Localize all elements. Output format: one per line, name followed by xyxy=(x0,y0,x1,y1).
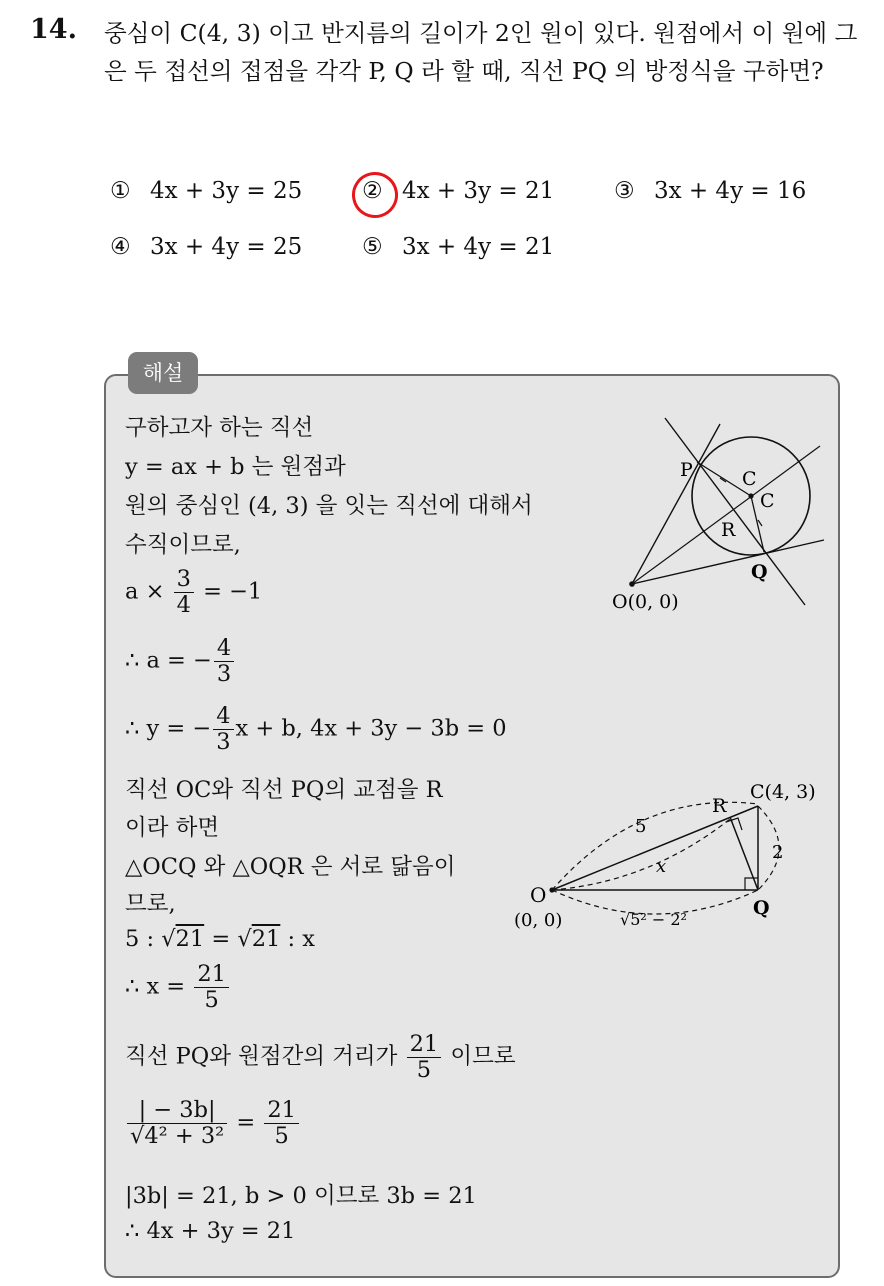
tangent-circle-figure xyxy=(600,410,840,620)
denominator: √4² + 3² xyxy=(127,1123,227,1149)
denominator: 3 xyxy=(213,729,233,755)
similar-triangles-figure xyxy=(500,770,840,940)
label-r: R xyxy=(721,519,736,541)
fraction-21-5 xyxy=(264,1098,299,1149)
tangent-line-op xyxy=(632,424,720,584)
numerator: 4 xyxy=(216,635,232,661)
solution-line-1: 구하고자 하는 직선 xyxy=(125,415,314,441)
solution-line-3: 원의 중심인 (4, 3) 을 잇는 직선에 대해서 xyxy=(125,493,533,519)
denominator: 5 xyxy=(194,987,229,1013)
origin-point xyxy=(629,581,635,587)
line-oc xyxy=(632,446,820,584)
denominator: 5 xyxy=(264,1123,299,1149)
segment-rq xyxy=(730,817,758,890)
solution-line-6 xyxy=(125,636,236,687)
label-o: O xyxy=(530,883,547,907)
label-c: C xyxy=(742,468,757,490)
segment-oc xyxy=(552,806,758,890)
numerator: 3 xyxy=(176,566,191,592)
label-origin: O(0, 0) xyxy=(612,591,679,613)
option-1[interactable] xyxy=(110,178,302,204)
l13-pre: ∴ x = xyxy=(125,973,186,1000)
label-2: 2 xyxy=(772,842,784,863)
l12-radicand-2: 21 xyxy=(251,926,281,952)
l12-radicand-1: 21 xyxy=(175,926,205,952)
numerator: 21 xyxy=(267,1097,296,1123)
fraction-3-4 xyxy=(174,567,194,618)
l6-pre: ∴ a = − xyxy=(125,647,212,674)
origin-point xyxy=(549,887,554,892)
solution-tag: 해설 xyxy=(128,352,198,394)
label-x: x xyxy=(656,856,667,877)
tick-mark xyxy=(758,520,762,526)
solution-line-10: △OCQ 와 △OQR 은 서로 닮음이 xyxy=(125,854,456,880)
option-3[interactable] xyxy=(614,178,806,204)
fraction-4-3 xyxy=(213,704,233,755)
solution-line-4: 수직이므로, xyxy=(125,532,241,558)
l12-c: = √ xyxy=(204,926,252,952)
line-pq xyxy=(665,418,805,605)
option-5[interactable] xyxy=(362,234,554,260)
l14-pre: 직선 PQ와 원점간의 거리가 xyxy=(125,1043,398,1070)
fraction-21-5 xyxy=(407,1032,442,1083)
solution-line-12 xyxy=(125,926,315,952)
numerator: 21 xyxy=(409,1031,439,1057)
label-root: √5² − 2² xyxy=(620,910,687,929)
l12-a: 5 : √ xyxy=(125,926,176,952)
solution-line-8: 직선 OC와 직선 PQ의 교점을 R xyxy=(125,777,443,803)
tangent-line-oq xyxy=(632,540,824,584)
option-2-number: ② xyxy=(362,178,383,204)
label-q: Q xyxy=(753,897,770,919)
solution-line-5 xyxy=(125,567,262,618)
fraction-abs-3b-over-root xyxy=(127,1098,227,1149)
option-4[interactable] xyxy=(110,234,302,260)
l5-pre: a × xyxy=(125,578,165,605)
numerator: | − 3b| xyxy=(138,1097,216,1123)
solution-line-15 xyxy=(125,1098,301,1149)
numerator: 4 xyxy=(216,703,231,729)
option-1-equation: 4x + 3y = 25 xyxy=(149,178,303,204)
fraction-4-3 xyxy=(214,636,234,687)
l14-post: 이므로 xyxy=(450,1043,516,1070)
denominator: 5 xyxy=(407,1057,442,1083)
label-p: P xyxy=(680,459,693,481)
l12-e: : x xyxy=(280,926,315,952)
option-3-number: ③ xyxy=(614,178,635,204)
label-o-coord: (0, 0) xyxy=(514,910,563,931)
solution-line-7 xyxy=(125,704,507,755)
label-r: R xyxy=(712,795,727,817)
l7-pre: ∴ y = − xyxy=(125,715,212,742)
l15-equals: = xyxy=(236,1109,256,1136)
l5-post: = −1 xyxy=(203,578,263,605)
l7-post: x + b, 4x + 3y − 3b = 0 xyxy=(235,715,507,742)
solution-line-11: 므로, xyxy=(125,891,176,917)
solution-line-9: 이라 하면 xyxy=(125,815,220,841)
solution-line-2: y = ax + b 는 원점과 xyxy=(125,454,346,480)
denominator: 4 xyxy=(174,592,194,618)
numerator: 21 xyxy=(197,961,226,987)
question-text: 중심이 C(4, 3) 이고 반지름의 길이가 2인 원이 있다. 원점에서 이 원에 그은 두 접선의 접점을 각각 P, Q 라 할 때, 직선 PQ 의 방정식을 구하면? xyxy=(104,19,858,85)
label-5: 5 xyxy=(635,816,647,837)
label-c-coord: C(4, 3) xyxy=(750,781,816,803)
solution-line-13 xyxy=(125,962,231,1013)
solution-line-16: |3b| = 21, b > 0 이므로 3b = 21 xyxy=(125,1183,477,1209)
question-number: 14. xyxy=(30,14,77,45)
label-c: C xyxy=(760,490,775,512)
fraction-21-5 xyxy=(194,962,229,1013)
option-5-number: ⑤ xyxy=(362,234,383,260)
solution-line-14 xyxy=(125,1032,516,1083)
denominator: 3 xyxy=(214,661,234,687)
label-q: Q xyxy=(751,561,768,583)
solution-line-17: ∴ 4x + 3y = 21 xyxy=(125,1218,296,1244)
option-4-number: ④ xyxy=(110,234,131,260)
option-3-equation: 3x + 4y = 16 xyxy=(653,178,807,204)
center-point xyxy=(748,493,753,498)
option-5-equation: 3x + 4y = 21 xyxy=(401,234,555,260)
answer-mark-circle xyxy=(348,168,403,223)
option-1-number: ① xyxy=(110,178,131,204)
option-2-equation: 4x + 3y = 21 xyxy=(401,178,555,204)
option-4-equation: 3x + 4y = 25 xyxy=(149,234,303,260)
